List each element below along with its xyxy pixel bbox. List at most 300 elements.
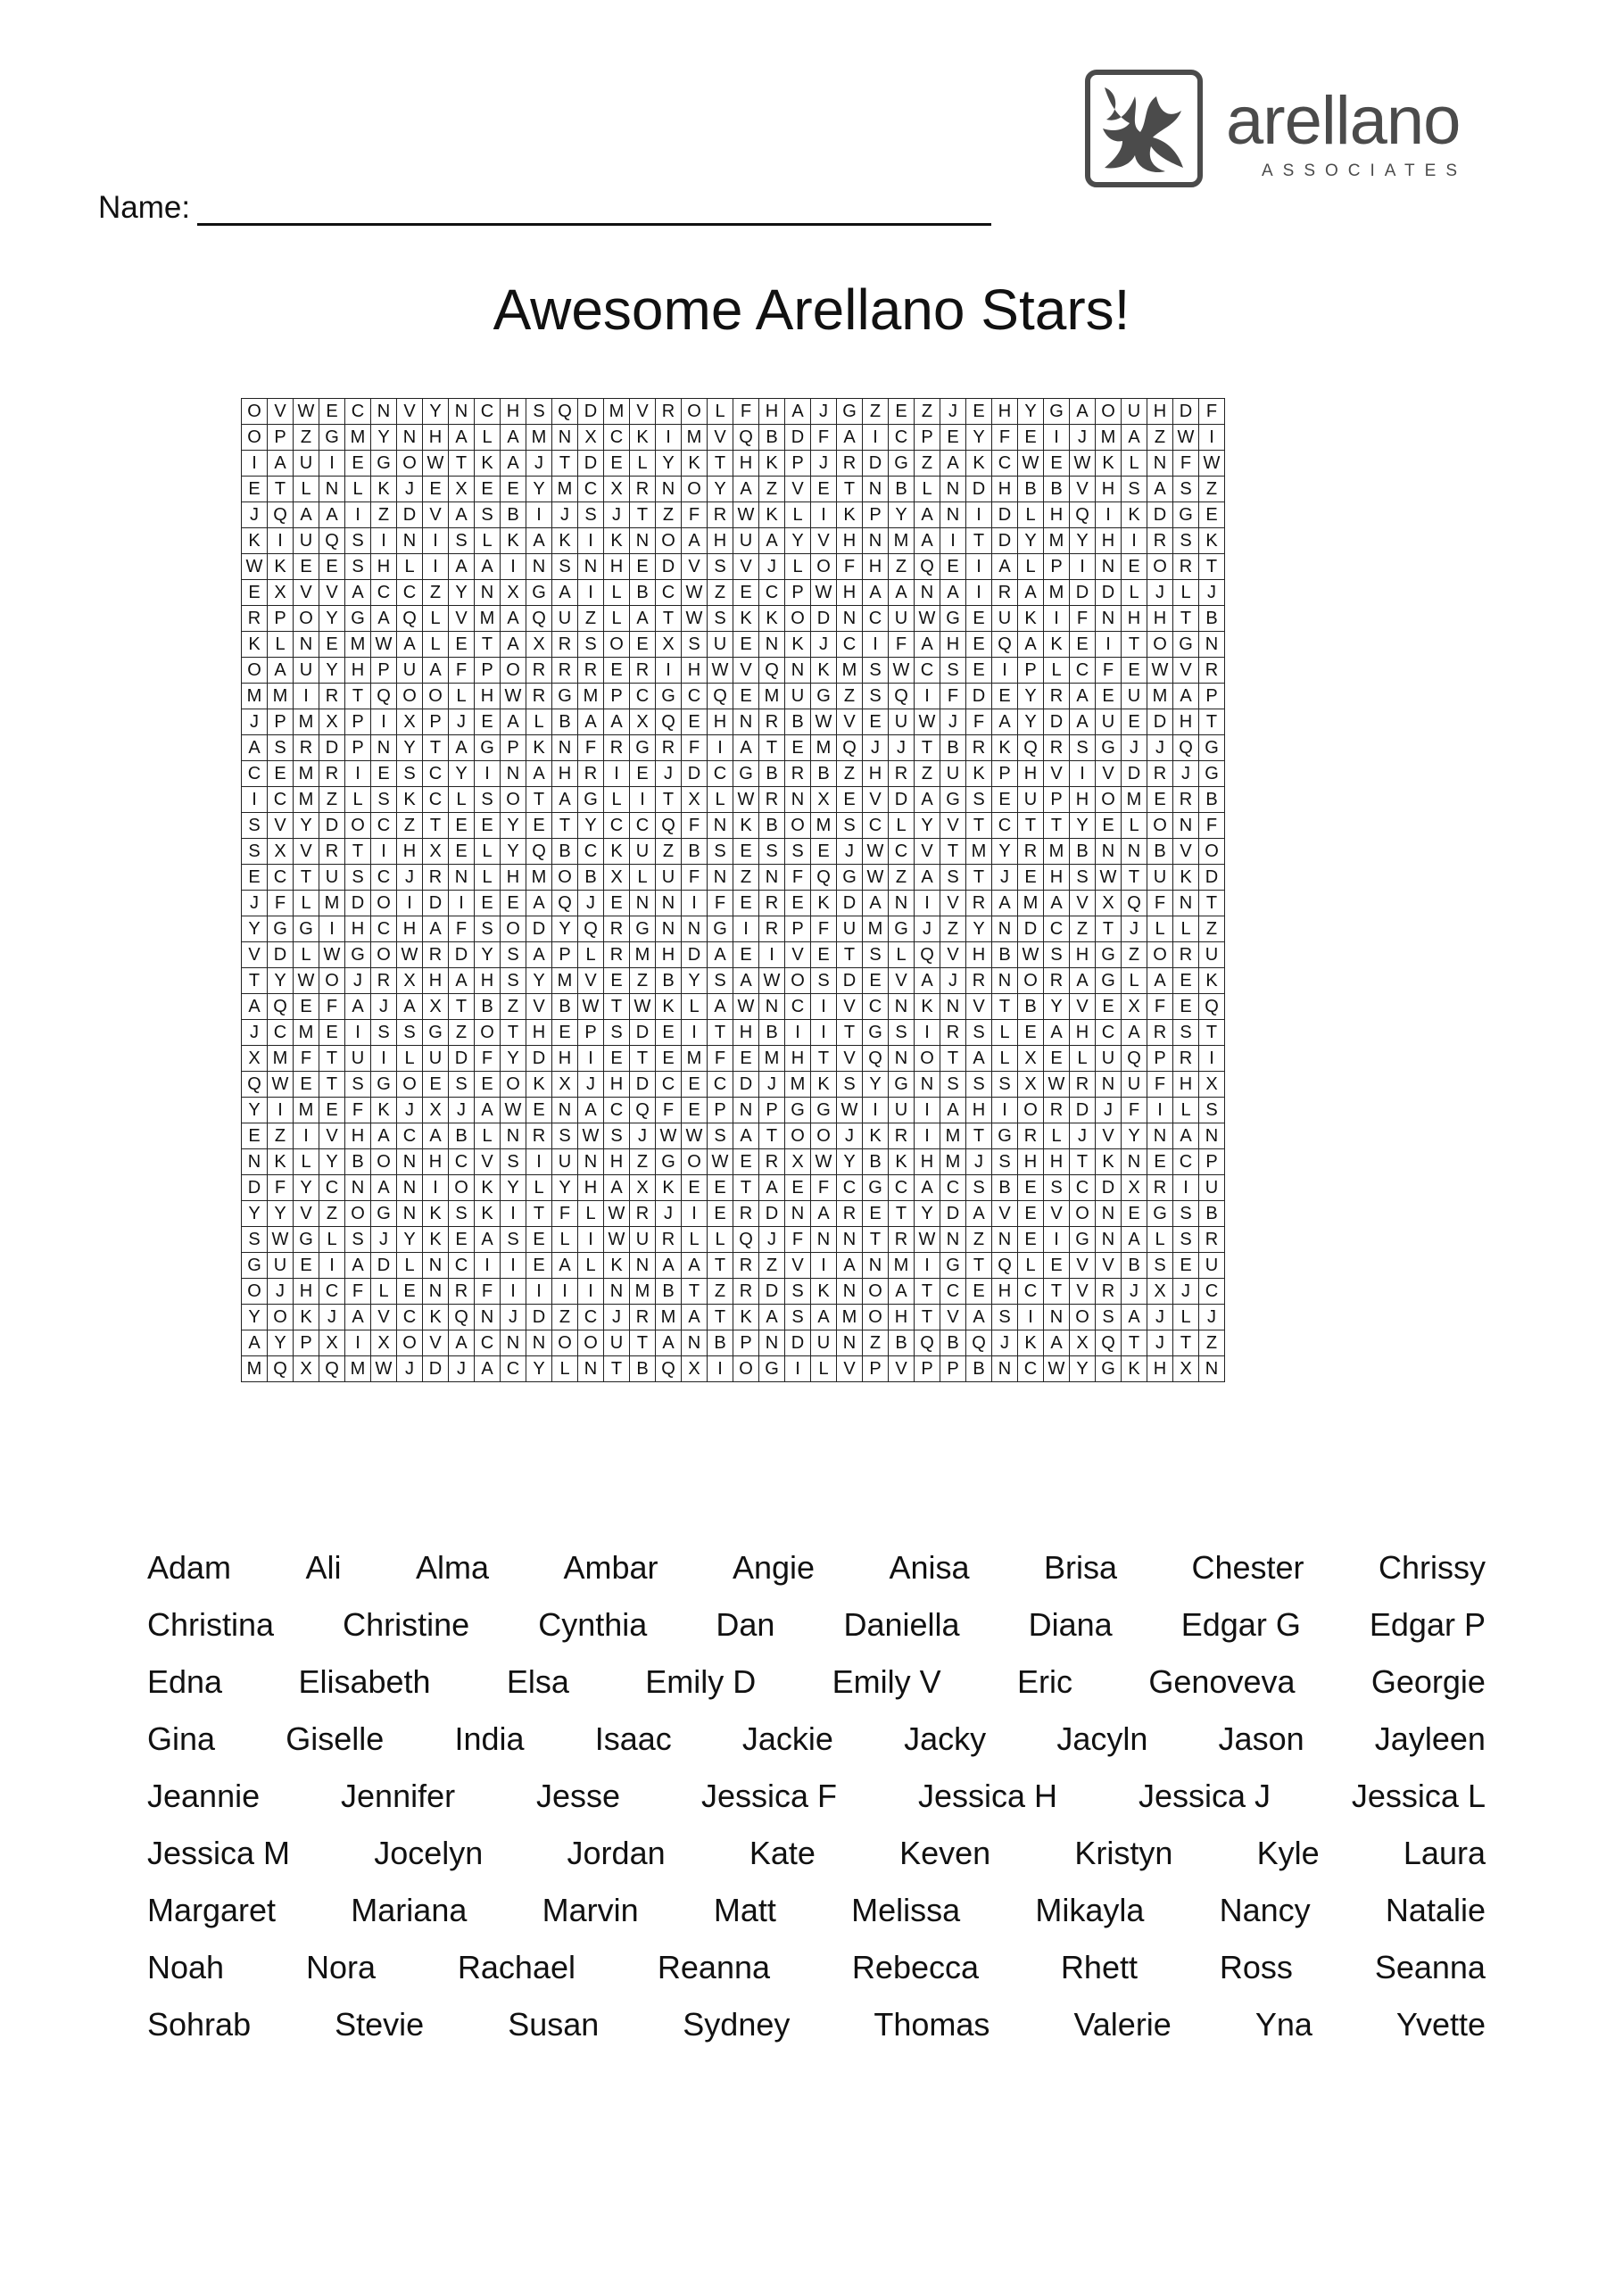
grid-letter-cell[interactable]: D	[863, 451, 889, 477]
grid-letter-cell[interactable]: N	[449, 399, 475, 425]
grid-letter-cell[interactable]: O	[785, 968, 811, 994]
grid-letter-cell[interactable]: W	[863, 865, 889, 891]
grid-letter-cell[interactable]: S	[604, 1020, 630, 1046]
grid-letter-cell[interactable]: Q	[268, 502, 294, 528]
grid-letter-cell[interactable]: O	[733, 1356, 759, 1382]
grid-letter-cell[interactable]: E	[397, 1279, 423, 1305]
grid-letter-cell[interactable]: H	[992, 1279, 1018, 1305]
grid-letter-cell[interactable]: M	[837, 1305, 863, 1330]
grid-letter-cell[interactable]: B	[966, 1356, 992, 1382]
grid-letter-cell[interactable]: L	[371, 1279, 397, 1305]
grid-letter-cell[interactable]: Z	[1199, 1330, 1225, 1356]
grid-letter-cell[interactable]: A	[759, 1305, 785, 1330]
grid-letter-cell[interactable]: S	[475, 787, 501, 813]
grid-letter-cell[interactable]: G	[475, 735, 501, 761]
grid-letter-cell[interactable]: X	[630, 1175, 656, 1201]
grid-letter-cell[interactable]: O	[552, 1330, 578, 1356]
grid-letter-cell[interactable]: G	[552, 684, 578, 709]
grid-letter-cell[interactable]: J	[1147, 1305, 1173, 1330]
grid-letter-cell[interactable]: W	[863, 839, 889, 865]
grid-letter-cell[interactable]: L	[423, 632, 449, 658]
grid-letter-cell[interactable]: O	[1070, 1201, 1096, 1227]
grid-letter-cell[interactable]: E	[1173, 994, 1199, 1020]
grid-letter-cell[interactable]: A	[1122, 1305, 1147, 1330]
grid-letter-cell[interactable]: O	[371, 891, 397, 916]
grid-letter-cell[interactable]: U	[1096, 1046, 1122, 1072]
grid-letter-cell[interactable]: L	[604, 606, 630, 632]
grid-letter-cell[interactable]: S	[682, 632, 708, 658]
grid-letter-cell[interactable]: S	[785, 1305, 811, 1330]
grid-letter-cell[interactable]: A	[915, 865, 940, 891]
grid-letter-cell[interactable]: K	[1199, 968, 1225, 994]
grid-letter-cell[interactable]: V	[708, 425, 733, 451]
grid-letter-cell[interactable]: J	[837, 1123, 863, 1149]
grid-letter-cell[interactable]: N	[630, 528, 656, 554]
grid-letter-cell[interactable]: T	[733, 1175, 759, 1201]
grid-letter-cell[interactable]: I	[578, 1227, 604, 1253]
grid-letter-cell[interactable]: A	[992, 554, 1018, 580]
grid-letter-cell[interactable]: M	[475, 606, 501, 632]
grid-letter-cell[interactable]: E	[630, 554, 656, 580]
grid-letter-cell[interactable]: J	[1070, 425, 1096, 451]
grid-letter-cell[interactable]: O	[242, 399, 268, 425]
grid-letter-cell[interactable]: S	[345, 554, 371, 580]
grid-letter-cell[interactable]: I	[1199, 1046, 1225, 1072]
grid-letter-cell[interactable]: C	[371, 813, 397, 839]
grid-letter-cell[interactable]: J	[1122, 1279, 1147, 1305]
grid-letter-cell[interactable]: A	[294, 502, 319, 528]
grid-letter-cell[interactable]: Y	[889, 502, 915, 528]
grid-letter-cell[interactable]: R	[1044, 684, 1070, 709]
grid-letter-cell[interactable]: S	[1173, 1201, 1199, 1227]
grid-letter-cell[interactable]: Z	[319, 1201, 345, 1227]
grid-letter-cell[interactable]: E	[656, 1046, 682, 1072]
grid-letter-cell[interactable]: I	[915, 1123, 940, 1149]
grid-letter-cell[interactable]: L	[526, 709, 552, 735]
grid-letter-cell[interactable]: L	[319, 1227, 345, 1253]
grid-letter-cell[interactable]: I	[863, 1098, 889, 1123]
grid-letter-cell[interactable]: L	[1147, 1227, 1173, 1253]
grid-letter-cell[interactable]: Q	[863, 1046, 889, 1072]
grid-letter-cell[interactable]: T	[656, 787, 682, 813]
grid-letter-cell[interactable]: H	[940, 632, 966, 658]
grid-letter-cell[interactable]: F	[811, 1175, 837, 1201]
grid-letter-cell[interactable]: Z	[708, 580, 733, 606]
grid-letter-cell[interactable]: Q	[1122, 891, 1147, 916]
grid-letter-cell[interactable]: S	[242, 1227, 268, 1253]
grid-letter-cell[interactable]: T	[345, 839, 371, 865]
grid-letter-cell[interactable]: Q	[630, 1098, 656, 1123]
grid-letter-cell[interactable]: B	[811, 761, 837, 787]
grid-letter-cell[interactable]: H	[863, 761, 889, 787]
grid-letter-cell[interactable]: S	[501, 968, 526, 994]
grid-letter-cell[interactable]: V	[526, 994, 552, 1020]
grid-letter-cell[interactable]: S	[759, 839, 785, 865]
grid-letter-cell[interactable]: S	[992, 1072, 1018, 1098]
grid-letter-cell[interactable]: F	[345, 1279, 371, 1305]
grid-letter-cell[interactable]: Y	[785, 528, 811, 554]
grid-letter-cell[interactable]: T	[630, 1330, 656, 1356]
grid-letter-cell[interactable]: H	[397, 839, 423, 865]
grid-letter-cell[interactable]: L	[397, 1253, 423, 1279]
grid-letter-cell[interactable]: Z	[371, 502, 397, 528]
grid-letter-cell[interactable]: I	[1018, 1305, 1044, 1330]
grid-letter-cell[interactable]: N	[759, 1330, 785, 1356]
grid-letter-cell[interactable]: I	[294, 1123, 319, 1149]
grid-letter-cell[interactable]: T	[1044, 1279, 1070, 1305]
grid-letter-cell[interactable]: D	[345, 891, 371, 916]
grid-letter-cell[interactable]: S	[371, 787, 397, 813]
grid-letter-cell[interactable]: Q	[656, 1356, 682, 1382]
grid-letter-cell[interactable]: G	[294, 1227, 319, 1253]
name-write-line[interactable]	[197, 191, 991, 226]
grid-letter-cell[interactable]: P	[863, 502, 889, 528]
grid-letter-cell[interactable]: F	[1199, 399, 1225, 425]
grid-letter-cell[interactable]: S	[1044, 942, 1070, 968]
grid-letter-cell[interactable]: R	[759, 787, 785, 813]
grid-letter-cell[interactable]: J	[319, 1305, 345, 1330]
grid-letter-cell[interactable]: M	[1044, 580, 1070, 606]
grid-letter-cell[interactable]: T	[268, 477, 294, 502]
grid-letter-cell[interactable]: Z	[915, 451, 940, 477]
grid-letter-cell[interactable]: V	[966, 994, 992, 1020]
grid-letter-cell[interactable]: I	[475, 1253, 501, 1279]
grid-letter-cell[interactable]: I	[526, 1279, 552, 1305]
grid-letter-cell[interactable]: G	[759, 1356, 785, 1382]
grid-letter-cell[interactable]: B	[552, 839, 578, 865]
grid-letter-cell[interactable]: W	[811, 709, 837, 735]
grid-letter-cell[interactable]: N	[1199, 1123, 1225, 1149]
grid-letter-cell[interactable]: P	[915, 1356, 940, 1382]
grid-letter-cell[interactable]: C	[682, 684, 708, 709]
grid-letter-cell[interactable]: F	[578, 735, 604, 761]
grid-letter-cell[interactable]: O	[345, 1201, 371, 1227]
grid-letter-cell[interactable]: L	[1018, 1253, 1044, 1279]
grid-letter-cell[interactable]: E	[1173, 968, 1199, 994]
grid-letter-cell[interactable]: Z	[1070, 916, 1096, 942]
grid-letter-cell[interactable]: Q	[915, 942, 940, 968]
grid-letter-cell[interactable]: I	[1044, 425, 1070, 451]
grid-letter-cell[interactable]: X	[578, 425, 604, 451]
grid-letter-cell[interactable]: V	[423, 1330, 449, 1356]
grid-letter-cell[interactable]: E	[1044, 451, 1070, 477]
grid-letter-cell[interactable]: N	[915, 1072, 940, 1098]
grid-letter-cell[interactable]: I	[656, 425, 682, 451]
grid-letter-cell[interactable]: R	[578, 761, 604, 787]
grid-letter-cell[interactable]: M	[863, 916, 889, 942]
grid-letter-cell[interactable]: L	[604, 580, 630, 606]
grid-letter-cell[interactable]: Y	[656, 451, 682, 477]
grid-letter-cell[interactable]: I	[966, 554, 992, 580]
grid-letter-cell[interactable]: R	[966, 968, 992, 994]
grid-letter-cell[interactable]: V	[837, 1356, 863, 1382]
grid-letter-cell[interactable]: A	[915, 968, 940, 994]
grid-letter-cell[interactable]: O	[785, 813, 811, 839]
grid-letter-cell[interactable]: L	[708, 1227, 733, 1253]
grid-letter-cell[interactable]: A	[371, 606, 397, 632]
grid-letter-cell[interactable]: A	[682, 1253, 708, 1279]
grid-letter-cell[interactable]: X	[526, 632, 552, 658]
grid-letter-cell[interactable]: I	[811, 502, 837, 528]
grid-letter-cell[interactable]: R	[1173, 942, 1199, 968]
grid-letter-cell[interactable]: N	[1096, 554, 1122, 580]
grid-letter-cell[interactable]: B	[992, 942, 1018, 968]
grid-letter-cell[interactable]: U	[785, 684, 811, 709]
grid-letter-cell[interactable]: T	[423, 735, 449, 761]
grid-letter-cell[interactable]: V	[578, 968, 604, 994]
grid-letter-cell[interactable]: H	[604, 554, 630, 580]
grid-letter-cell[interactable]: A	[475, 1356, 501, 1382]
grid-letter-cell[interactable]: C	[319, 1279, 345, 1305]
grid-letter-cell[interactable]: C	[785, 994, 811, 1020]
grid-letter-cell[interactable]: I	[915, 1020, 940, 1046]
grid-letter-cell[interactable]: R	[1147, 1175, 1173, 1201]
grid-letter-cell[interactable]: D	[449, 942, 475, 968]
grid-letter-cell[interactable]: I	[1199, 425, 1225, 451]
grid-letter-cell[interactable]: J	[242, 1020, 268, 1046]
grid-letter-cell[interactable]: R	[1173, 554, 1199, 580]
grid-letter-cell[interactable]: A	[268, 658, 294, 684]
grid-letter-cell[interactable]: M	[242, 1356, 268, 1382]
grid-letter-cell[interactable]: N	[449, 865, 475, 891]
grid-letter-cell[interactable]: J	[656, 761, 682, 787]
grid-letter-cell[interactable]: G	[319, 425, 345, 451]
grid-letter-cell[interactable]: L	[1018, 554, 1044, 580]
grid-letter-cell[interactable]: B	[552, 994, 578, 1020]
grid-letter-cell[interactable]: C	[423, 787, 449, 813]
grid-letter-cell[interactable]: V	[294, 1201, 319, 1227]
grid-letter-cell[interactable]: B	[1070, 839, 1096, 865]
grid-letter-cell[interactable]: M	[1096, 425, 1122, 451]
grid-letter-cell[interactable]: B	[552, 709, 578, 735]
grid-letter-cell[interactable]: J	[552, 502, 578, 528]
grid-letter-cell[interactable]: N	[630, 1253, 656, 1279]
grid-letter-cell[interactable]: E	[1173, 1253, 1199, 1279]
grid-letter-cell[interactable]: I	[526, 502, 552, 528]
grid-letter-cell[interactable]: H	[1122, 606, 1147, 632]
grid-letter-cell[interactable]: N	[501, 1330, 526, 1356]
grid-letter-cell[interactable]: V	[837, 994, 863, 1020]
grid-letter-cell[interactable]: S	[1122, 477, 1147, 502]
grid-letter-cell[interactable]: L	[397, 554, 423, 580]
grid-letter-cell[interactable]: R	[733, 1253, 759, 1279]
grid-letter-cell[interactable]: M	[294, 761, 319, 787]
grid-letter-cell[interactable]: U	[889, 709, 915, 735]
grid-letter-cell[interactable]: E	[501, 477, 526, 502]
grid-letter-cell[interactable]: A	[526, 528, 552, 554]
grid-letter-cell[interactable]: J	[1122, 735, 1147, 761]
grid-letter-cell[interactable]: O	[268, 1305, 294, 1330]
grid-letter-cell[interactable]: B	[1199, 1201, 1225, 1227]
grid-letter-cell[interactable]: Y	[552, 1175, 578, 1201]
grid-letter-cell[interactable]: A	[578, 1098, 604, 1123]
grid-letter-cell[interactable]: A	[992, 709, 1018, 735]
grid-letter-cell[interactable]: F	[811, 916, 837, 942]
grid-letter-cell[interactable]: V	[1044, 1201, 1070, 1227]
grid-letter-cell[interactable]: D	[1070, 580, 1096, 606]
grid-letter-cell[interactable]: E	[294, 1253, 319, 1279]
grid-letter-cell[interactable]: T	[759, 1123, 785, 1149]
grid-letter-cell[interactable]: Y	[526, 477, 552, 502]
grid-letter-cell[interactable]: R	[604, 942, 630, 968]
grid-letter-cell[interactable]: R	[759, 891, 785, 916]
grid-letter-cell[interactable]: X	[811, 787, 837, 813]
grid-letter-cell[interactable]: V	[785, 477, 811, 502]
grid-letter-cell[interactable]: U	[552, 1149, 578, 1175]
grid-letter-cell[interactable]: W	[733, 787, 759, 813]
grid-letter-cell[interactable]: L	[1070, 1046, 1096, 1072]
grid-letter-cell[interactable]: J	[397, 477, 423, 502]
grid-letter-cell[interactable]: L	[552, 1227, 578, 1253]
grid-letter-cell[interactable]: J	[837, 839, 863, 865]
grid-letter-cell[interactable]: V	[1096, 1253, 1122, 1279]
grid-letter-cell[interactable]: Z	[630, 1149, 656, 1175]
grid-letter-cell[interactable]: E	[630, 632, 656, 658]
grid-letter-cell[interactable]: S	[501, 942, 526, 968]
grid-letter-cell[interactable]: Y	[242, 1201, 268, 1227]
grid-letter-cell[interactable]: J	[397, 1356, 423, 1382]
grid-letter-cell[interactable]: E	[371, 761, 397, 787]
grid-letter-cell[interactable]: U	[940, 761, 966, 787]
grid-letter-cell[interactable]: M	[552, 968, 578, 994]
grid-letter-cell[interactable]: Z	[837, 684, 863, 709]
grid-letter-cell[interactable]: I	[552, 1279, 578, 1305]
grid-letter-cell[interactable]: B	[630, 580, 656, 606]
grid-letter-cell[interactable]: W	[733, 994, 759, 1020]
grid-letter-cell[interactable]: S	[526, 399, 552, 425]
grid-letter-cell[interactable]: R	[1147, 761, 1173, 787]
grid-letter-cell[interactable]: T	[837, 942, 863, 968]
grid-letter-cell[interactable]: N	[1096, 1072, 1122, 1098]
grid-letter-cell[interactable]: D	[940, 1201, 966, 1227]
grid-letter-cell[interactable]: H	[1173, 709, 1199, 735]
grid-letter-cell[interactable]: B	[1044, 477, 1070, 502]
grid-letter-cell[interactable]: W	[578, 1123, 604, 1149]
grid-letter-cell[interactable]: I	[1096, 632, 1122, 658]
grid-letter-cell[interactable]: G	[371, 1072, 397, 1098]
grid-letter-cell[interactable]: P	[940, 1356, 966, 1382]
grid-letter-cell[interactable]: C	[268, 1020, 294, 1046]
grid-letter-cell[interactable]: D	[242, 1175, 268, 1201]
grid-letter-cell[interactable]: W	[604, 1201, 630, 1227]
grid-letter-cell[interactable]: D	[526, 916, 552, 942]
grid-letter-cell[interactable]: X	[397, 968, 423, 994]
grid-letter-cell[interactable]: K	[604, 528, 630, 554]
grid-letter-cell[interactable]: Q	[966, 1330, 992, 1356]
grid-letter-cell[interactable]: P	[268, 606, 294, 632]
grid-letter-cell[interactable]: T	[423, 813, 449, 839]
grid-letter-cell[interactable]: E	[345, 451, 371, 477]
grid-letter-cell[interactable]: N	[578, 554, 604, 580]
grid-letter-cell[interactable]: G	[1096, 942, 1122, 968]
grid-letter-cell[interactable]: G	[811, 1098, 837, 1123]
grid-letter-cell[interactable]: S	[449, 1201, 475, 1227]
grid-letter-cell[interactable]: S	[345, 528, 371, 554]
grid-letter-cell[interactable]: J	[992, 865, 1018, 891]
grid-letter-cell[interactable]: Y	[1018, 528, 1044, 554]
grid-letter-cell[interactable]: Y	[242, 916, 268, 942]
grid-letter-cell[interactable]: N	[656, 477, 682, 502]
grid-letter-cell[interactable]: X	[242, 1046, 268, 1072]
grid-letter-cell[interactable]: H	[423, 968, 449, 994]
grid-letter-cell[interactable]: Y	[1018, 399, 1044, 425]
grid-letter-cell[interactable]: G	[656, 1149, 682, 1175]
grid-letter-cell[interactable]: C	[863, 994, 889, 1020]
grid-letter-cell[interactable]: C	[1096, 1020, 1122, 1046]
grid-letter-cell[interactable]: E	[863, 968, 889, 994]
grid-letter-cell[interactable]: N	[733, 1098, 759, 1123]
grid-letter-cell[interactable]: Z	[656, 502, 682, 528]
grid-letter-cell[interactable]: C	[1018, 1279, 1044, 1305]
grid-letter-cell[interactable]: N	[371, 735, 397, 761]
grid-letter-cell[interactable]: G	[1070, 1227, 1096, 1253]
grid-letter-cell[interactable]: A	[1173, 1123, 1199, 1149]
grid-letter-cell[interactable]: G	[371, 451, 397, 477]
grid-letter-cell[interactable]: Y	[1018, 684, 1044, 709]
grid-letter-cell[interactable]: J	[578, 1072, 604, 1098]
grid-letter-cell[interactable]: E	[733, 1046, 759, 1072]
grid-letter-cell[interactable]: E	[1070, 632, 1096, 658]
grid-letter-cell[interactable]: G	[1199, 735, 1225, 761]
grid-letter-cell[interactable]: B	[759, 425, 785, 451]
grid-letter-cell[interactable]: H	[552, 761, 578, 787]
grid-letter-cell[interactable]: T	[940, 839, 966, 865]
grid-letter-cell[interactable]: H	[1147, 399, 1173, 425]
grid-letter-cell[interactable]: B	[1199, 606, 1225, 632]
grid-letter-cell[interactable]: D	[966, 684, 992, 709]
grid-letter-cell[interactable]: A	[397, 994, 423, 1020]
grid-letter-cell[interactable]: F	[268, 891, 294, 916]
grid-letter-cell[interactable]: B	[1147, 839, 1173, 865]
grid-letter-cell[interactable]: O	[682, 477, 708, 502]
grid-letter-cell[interactable]: X	[1173, 1356, 1199, 1382]
grid-letter-cell[interactable]: F	[345, 1098, 371, 1123]
grid-letter-cell[interactable]: R	[785, 761, 811, 787]
grid-letter-cell[interactable]: H	[1096, 477, 1122, 502]
grid-letter-cell[interactable]: Z	[915, 761, 940, 787]
grid-letter-cell[interactable]: H	[759, 399, 785, 425]
grid-letter-cell[interactable]: S	[940, 1072, 966, 1098]
grid-letter-cell[interactable]: H	[1147, 606, 1173, 632]
grid-letter-cell[interactable]: W	[1070, 451, 1096, 477]
grid-letter-cell[interactable]: T	[966, 1253, 992, 1279]
grid-letter-cell[interactable]: N	[992, 916, 1018, 942]
grid-letter-cell[interactable]: H	[526, 1020, 552, 1046]
grid-letter-cell[interactable]: A	[371, 1175, 397, 1201]
grid-letter-cell[interactable]: S	[708, 968, 733, 994]
grid-letter-cell[interactable]: A	[940, 1098, 966, 1123]
grid-letter-cell[interactable]: L	[682, 1227, 708, 1253]
grid-letter-cell[interactable]: L	[475, 528, 501, 554]
grid-letter-cell[interactable]: Q	[552, 399, 578, 425]
grid-letter-cell[interactable]: E	[966, 399, 992, 425]
grid-letter-cell[interactable]: J	[940, 709, 966, 735]
grid-letter-cell[interactable]: Y	[1122, 1123, 1147, 1149]
grid-letter-cell[interactable]: K	[371, 1098, 397, 1123]
grid-letter-cell[interactable]: M	[552, 477, 578, 502]
grid-letter-cell[interactable]: A	[1122, 425, 1147, 451]
grid-letter-cell[interactable]: A	[940, 580, 966, 606]
grid-letter-cell[interactable]: R	[423, 865, 449, 891]
grid-letter-cell[interactable]: A	[1070, 399, 1096, 425]
grid-letter-cell[interactable]: I	[1044, 606, 1070, 632]
grid-letter-cell[interactable]: E	[475, 813, 501, 839]
grid-letter-cell[interactable]: T	[811, 1046, 837, 1072]
grid-letter-cell[interactable]: E	[449, 1227, 475, 1253]
grid-letter-cell[interactable]: I	[682, 1020, 708, 1046]
grid-letter-cell[interactable]: J	[371, 994, 397, 1020]
grid-letter-cell[interactable]: G	[889, 916, 915, 942]
